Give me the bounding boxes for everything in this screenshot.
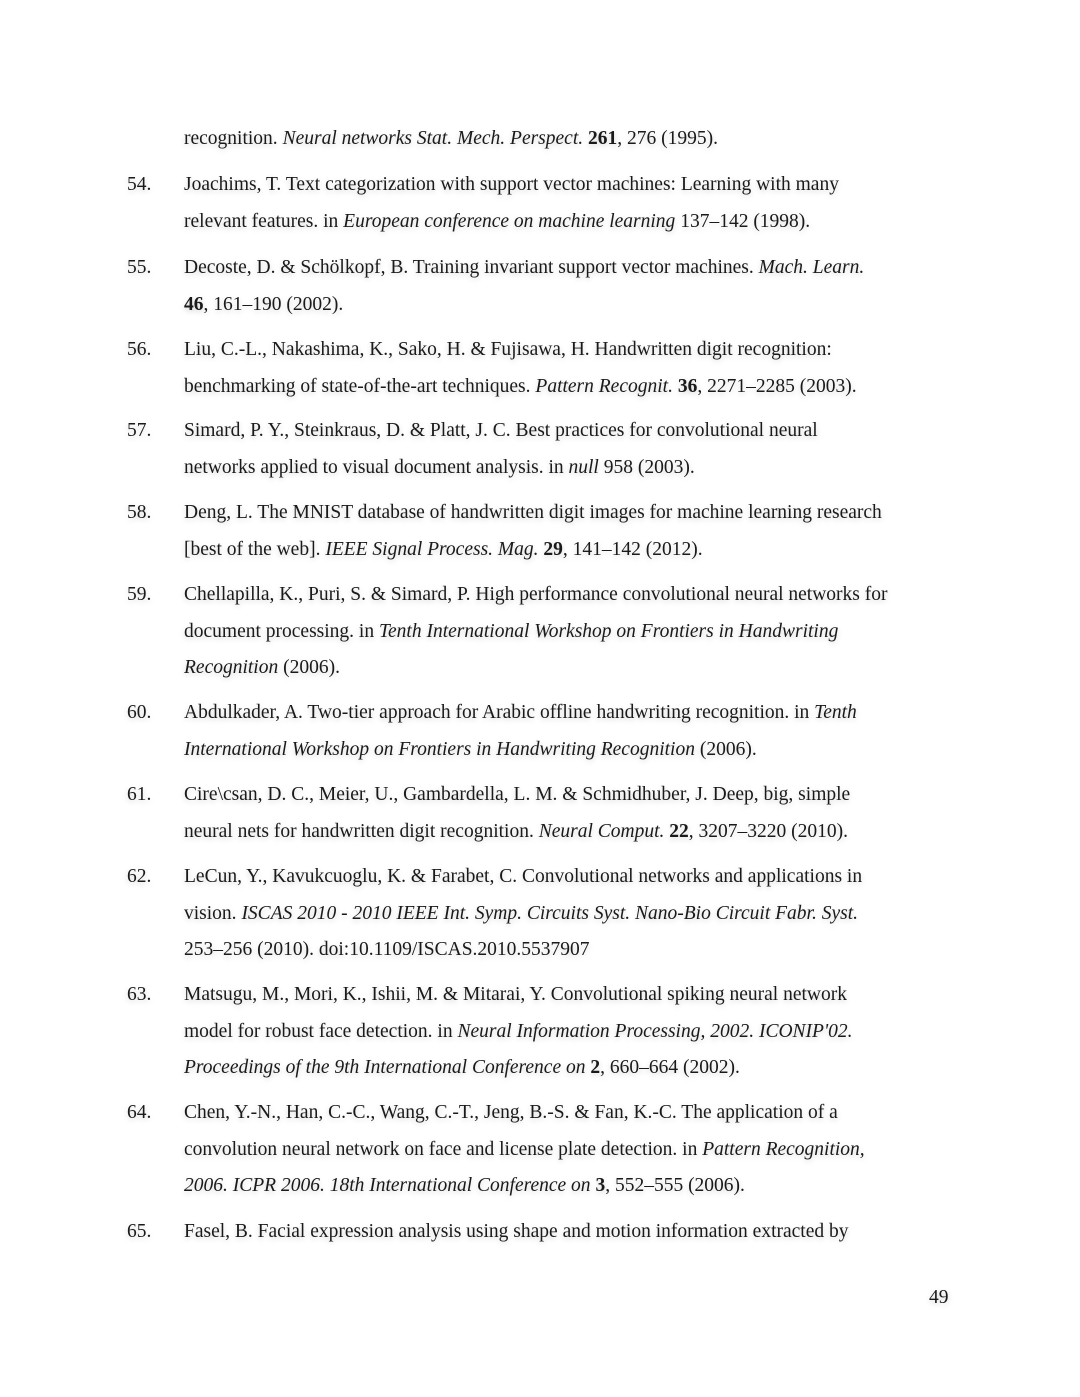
- bold-volume: 29: [543, 538, 563, 560]
- reference-line: [184, 656, 340, 680]
- reference-line: [184, 501, 882, 525]
- italic-text: Tenth International Workshop on Frontiers in Handwriting: [378, 620, 839, 642]
- reference-line: [184, 865, 862, 889]
- text-segment: , 276 (1995).: [617, 128, 719, 149]
- reference-line: [184, 256, 864, 280]
- text-segment: Matsugu, M., Mori, K., Ishii, M. & Mitarai, Y. Convolutional spiking neural network: [184, 984, 847, 1005]
- reference-line: [184, 338, 832, 362]
- reference-line: [184, 1056, 740, 1080]
- reference-line: [184, 127, 718, 151]
- text-segment: Simard, P. Y., Steinkraus, D. & Platt, J. C. Best practices for convolutional neural: [184, 420, 818, 441]
- italic-text: Recognition: [184, 657, 279, 678]
- reference-line: [184, 1101, 838, 1125]
- text-segment: 958 (2003).: [598, 456, 695, 478]
- bold-volume: 46: [184, 293, 204, 315]
- text-segment: Abdulkader, A. Two-tier approach for Arabic offline handwriting recognition. in: [184, 702, 815, 723]
- text-segment: Cire\csan, D. C., Meier, U., Gambardella, L. M. & Schmidhuber, J. Deep, big, simple: [184, 784, 851, 805]
- text-segment: vision.: [184, 902, 242, 924]
- italic-text: Mach. Learn.: [758, 257, 865, 278]
- text-segment: Chellapilla, K., Puri, S. & Simard, P. High performance convolutional neural networks for: [184, 584, 888, 605]
- reference-number: 64.: [127, 1102, 152, 1123]
- text-segment: Deng, L. The MNIST database of handwritten digit images for machine learning research: [184, 502, 882, 523]
- reference-line: [184, 210, 810, 234]
- reference-number: 61.: [127, 784, 152, 805]
- reference-number: 56.: [127, 339, 152, 360]
- bold-volume: 3: [595, 1175, 606, 1196]
- reference-line: [184, 620, 838, 644]
- bold-volume: 261: [588, 128, 618, 149]
- reference-line: [184, 1020, 853, 1044]
- text-segment: , 3207–3220 (2010).: [688, 820, 849, 842]
- reference-line: [184, 783, 850, 807]
- reference-line: [184, 938, 590, 962]
- reference-number: 55.: [127, 257, 152, 278]
- text-segment: Chen, Y.-N., Han, C.-C., Wang, C.-T., Jeng, B.-S. & Fan, K.-C. The application of a: [184, 1102, 838, 1123]
- reference-number: 62.: [127, 866, 152, 887]
- italic-text: Tenth: [814, 702, 857, 723]
- text-segment: neural nets for handwritten digit recognition.: [184, 820, 539, 842]
- reference-number: 58.: [127, 502, 152, 523]
- reference-line: [184, 983, 847, 1007]
- italic-text: European conference on machine learning: [343, 210, 676, 232]
- text-segment: Joachims, T. Text categorization with support vector machines: Learning with many: [184, 174, 839, 195]
- text-segment: networks applied to visual document analysis. in: [184, 456, 569, 478]
- reference-line: [184, 738, 757, 762]
- italic-text: Proceedings of the 9th International Conference on: [184, 1057, 586, 1078]
- reference-number: 65.: [127, 1221, 152, 1242]
- reference-line: [184, 293, 343, 317]
- text-segment: (2006).: [278, 657, 340, 678]
- text-segment: model for robust face detection. in: [184, 1020, 458, 1042]
- bold-volume: 36: [677, 375, 698, 397]
- text-segment: 253–256 (2010). doi:10.1109/ISCAS.2010.5537907: [184, 939, 590, 960]
- reference-line: [184, 419, 818, 443]
- text-segment: , 660–664 (2002).: [600, 1057, 740, 1078]
- text-segment: recognition.: [184, 128, 283, 149]
- text-segment: Liu, C.-L., Nakashima, K., Sako, H. & Fujisawa, H. Handwritten digit recognition:: [184, 339, 832, 360]
- reference-number: 63.: [127, 984, 152, 1005]
- text-segment: document processing. in: [184, 620, 379, 642]
- reference-number: 54.: [127, 174, 152, 195]
- reference-line: [184, 538, 703, 562]
- reference-number: 57.: [127, 420, 152, 441]
- reference-line: [184, 173, 839, 197]
- text-segment: Decoste, D. & Schölkopf, B. Training invariant support vector machines.: [184, 257, 759, 278]
- text-segment: benchmarking of state-of-the-art techniques.: [184, 375, 536, 397]
- italic-text: Neural Information Processing, 2002. ICONIP'02.: [457, 1020, 853, 1042]
- text-segment: , 161–190 (2002).: [203, 293, 344, 315]
- reference-line: [184, 902, 858, 926]
- reference-line: [184, 1220, 849, 1244]
- reference-line: [184, 701, 857, 725]
- text-segment: convolution neural network on face and license plate detection. in: [184, 1138, 703, 1160]
- italic-text: Neural networks Stat. Mech. Perspect.: [282, 128, 584, 149]
- text-segment: , 2271–2285 (2003).: [697, 375, 857, 397]
- text-segment: LeCun, Y., Kavukcuoglu, K. & Farabet, C. Convolutional networks and applications in: [184, 866, 863, 887]
- italic-text: Neural Comput.: [538, 820, 665, 842]
- page-number: 49: [929, 1287, 949, 1308]
- reference-number: 60.: [127, 702, 152, 723]
- italic-text: 2006. ICPR 2006. 18th International Conference on: [184, 1175, 591, 1196]
- text-segment: 137–142 (1998).: [675, 210, 811, 232]
- text-segment: [best of the web].: [184, 538, 326, 560]
- italic-text: International Workshop on Frontiers in Handwriting Recognition: [184, 738, 695, 760]
- reference-line: [184, 583, 888, 607]
- text-segment: relevant features. in: [184, 210, 344, 232]
- reference-line: [184, 1174, 745, 1198]
- text-segment: , 552–555 (2006).: [605, 1175, 745, 1196]
- italic-text: Pattern Recognit.: [535, 375, 673, 397]
- reference-line: [184, 820, 848, 844]
- text-segment: Fasel, B. Facial expression analysis using shape and motion information extracted by: [184, 1221, 849, 1242]
- reference-line: [184, 1138, 865, 1162]
- bold-volume: 22: [669, 820, 689, 842]
- bold-volume: 2: [590, 1057, 601, 1078]
- reference-line: [184, 375, 857, 399]
- italic-text: Pattern Recognition,: [702, 1138, 865, 1160]
- text-segment: (2006).: [694, 738, 757, 760]
- text-segment: , 141–142 (2012).: [562, 538, 703, 560]
- italic-text: IEEE Signal Process. Mag.: [325, 538, 539, 560]
- reference-number: 59.: [127, 584, 152, 605]
- italic-text: ISCAS 2010 - 2010 IEEE Int. Symp. Circuits Syst. Nano-Bio Circuit Fabr. Syst.: [241, 902, 858, 924]
- reference-line: [184, 456, 695, 480]
- italic-text: null: [568, 456, 599, 478]
